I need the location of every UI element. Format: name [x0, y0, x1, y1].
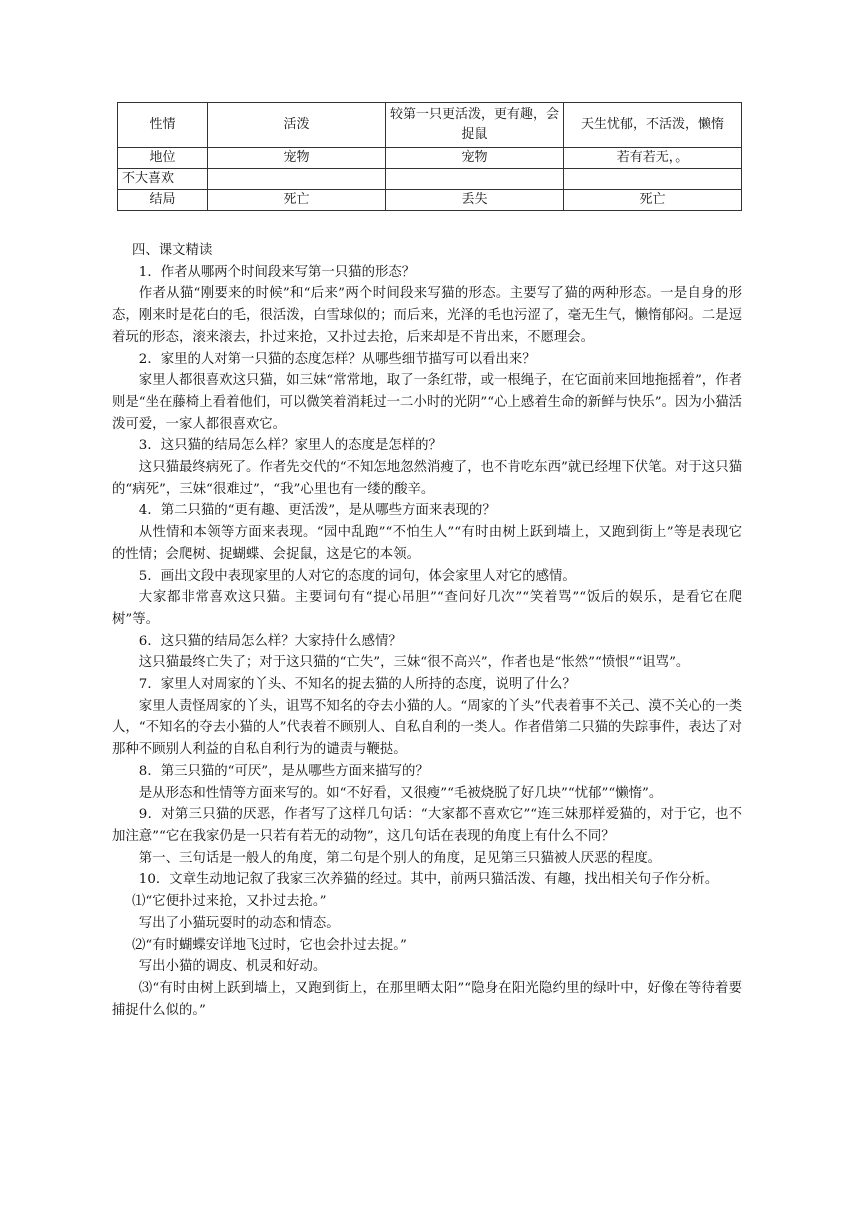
cat3-cell: 若有若无，。 [564, 148, 742, 169]
cat3-cell: 天生忧郁，不活泼，懒惰 [564, 103, 742, 148]
answer: 家里人责怪周家的丫头，诅骂不知名的夺去小猫的人。“周家的丫头”代表着事不关己、漠不关心的一类人，“不知名的夺去小猫的人”代表着不顾别人、自私自利的一类人。作者借第二只猫的失踪事件，表达了对那种不顾别人利益的自私自利行为的谴责与鞭挞。 [112, 698, 742, 758]
answer: 从性情和本领等方面来表现。“园中乱跑”“不怕生人”“有时由树上跃到墙上，又跑到街上”等是表现它的性情；会爬树、捉蝴蝶、会捉鼠，这是它的本领。 [112, 525, 742, 562]
cat1-cell: 活泼 [208, 103, 386, 148]
cat2-cell [386, 169, 564, 190]
question: 9．对第三只猫的厌恶，作者写了这样几句话：“大家都不喜欢它”“连三妹那样爱猫的，对于它，也不加注意”“它在我家仍是一只若有若无的动物”，这几句话在表现的角度上有什么不同？ [112, 807, 742, 844]
question: 1．作者从哪两个时间段来写第一只猫的形态？ [138, 264, 416, 280]
cat2-cell: 宠物 [386, 148, 564, 169]
cat2-cell: 较第一只更活泼，更有趣，会捉鼠 [386, 103, 564, 148]
row-label: 结局 [118, 190, 208, 211]
quote-item: ⑴“它便扑过来抢，又扑过去抢。” [132, 894, 327, 910]
cat1-cell: 宠物 [208, 148, 386, 169]
question: 3．这只猫的结局怎么样？家里人的态度是怎样的？ [138, 438, 442, 454]
answer: 是从形态和性情等方面来写的。如“不好看，又很瘦”“毛被烧脱了好几块”“忧郁”“懒惰”。 [138, 785, 663, 801]
quote-comment: 写出小猫的调皮、机灵和好动。 [138, 959, 327, 975]
question: 8．第三只猫的“可厌”，是从哪些方面来描写的？ [138, 763, 429, 779]
cat3-cell [564, 169, 742, 190]
question: 4．第二只猫的“更有趣、更活泼”，是从哪些方面来表现的？ [138, 503, 496, 519]
quote-comment: 写出了小猫玩耍时的动态和情态。 [138, 915, 340, 931]
cat1-cell: 死亡 [208, 190, 386, 211]
answer: 大家都非常喜欢这只猫。主要词句有“提心吊胆”“查问好几次”“笑着骂”“饭后的娱乐，是看它在爬树”等。 [112, 590, 742, 627]
answer: 这只猫最终病死了。作者先交代的“不知怎地忽然消瘦了，也不肯吃东西”就已经埋下伏笔。对于这只猫的“病死”，三妹“很难过”，“我”心里也有一缕的酸辛。 [112, 460, 742, 497]
cat3-cell: 死亡 [564, 190, 742, 211]
cat-comparison-table [117, 102, 742, 211]
cat2-cell: 丢失 [386, 190, 564, 211]
answer: 作者从猫“刚要来的时候”和“后来”两个时间段来写猫的形态。主要写了猫的两种形态。一是自身的形态，刚来时是花白的毛，很活泼，白雪球似的；而后来，光泽的毛也污涩了，毫无生气，懒惰郁闷。二是逗着玩的形态，滚来滚去，扑过来抢，又扑过去抢，后来却是不肯出来，不愿理会。 [112, 286, 742, 345]
answer: 第一、三句话是一般人的角度，第二句是个别人的角度，足见第三只猫被人厌恶的程度。 [138, 850, 662, 866]
table-row [118, 169, 742, 190]
question: 7．家里人对周家的丫头、不知名的捉去猫的人所持的态度，说明了什么？ [138, 677, 576, 693]
cat1-cell [208, 169, 386, 190]
question: 10．文章生动地记叙了我家三次养猫的经过。其中，前两只猫活泼、有趣，找出相关句子作分析。 [138, 872, 719, 888]
reading-section [112, 240, 742, 1021]
question: 6．这只猫的结局怎么样？大家持什么感情？ [138, 633, 402, 649]
question: 5．画出文段中表现家里的人对它的态度的词句，体会家里人对它的感情。 [138, 568, 576, 584]
question: 2．家里的人对第一只猫的态度怎样？从哪些细节描写可以看出来？ [138, 351, 536, 367]
quote-item: ⑵“有时蝴蝶安详地飞过时，它也会扑过去捉。” [132, 937, 407, 953]
row-label: 性情 [118, 103, 208, 148]
row-label: 不大喜欢 [118, 169, 208, 190]
answer: 这只猫最终亡失了；对于这只猫的“亡失”，三妹“很不高兴”，作者也是“怅然”“愤恨”“诅骂”。 [138, 655, 690, 671]
section-title: 四、课文精读 [132, 243, 213, 258]
quote-item: ⑶“有时由树上跃到墙上，又跑到街上，在那里晒太阳”“隐身在阳光隐约里的绿叶中，好像在等待着要捕捉什么似的。” [112, 980, 742, 1018]
answer: 家里人都很喜欢这只猫，如三妹“常常地，取了一条红带，或一根绳子，在它面前来回地拖摇着”，作者则是“坐在藤椅上看着他们，可以微笑着消耗过一二小时的光阴”“心上感着生命的新鲜与快乐”。因为小猫活泼可爱，一家人都很喜欢它。 [112, 373, 742, 432]
table-row [118, 190, 742, 211]
row-label: 地位 [118, 148, 208, 169]
table-row [118, 148, 742, 169]
table-row [118, 103, 742, 148]
